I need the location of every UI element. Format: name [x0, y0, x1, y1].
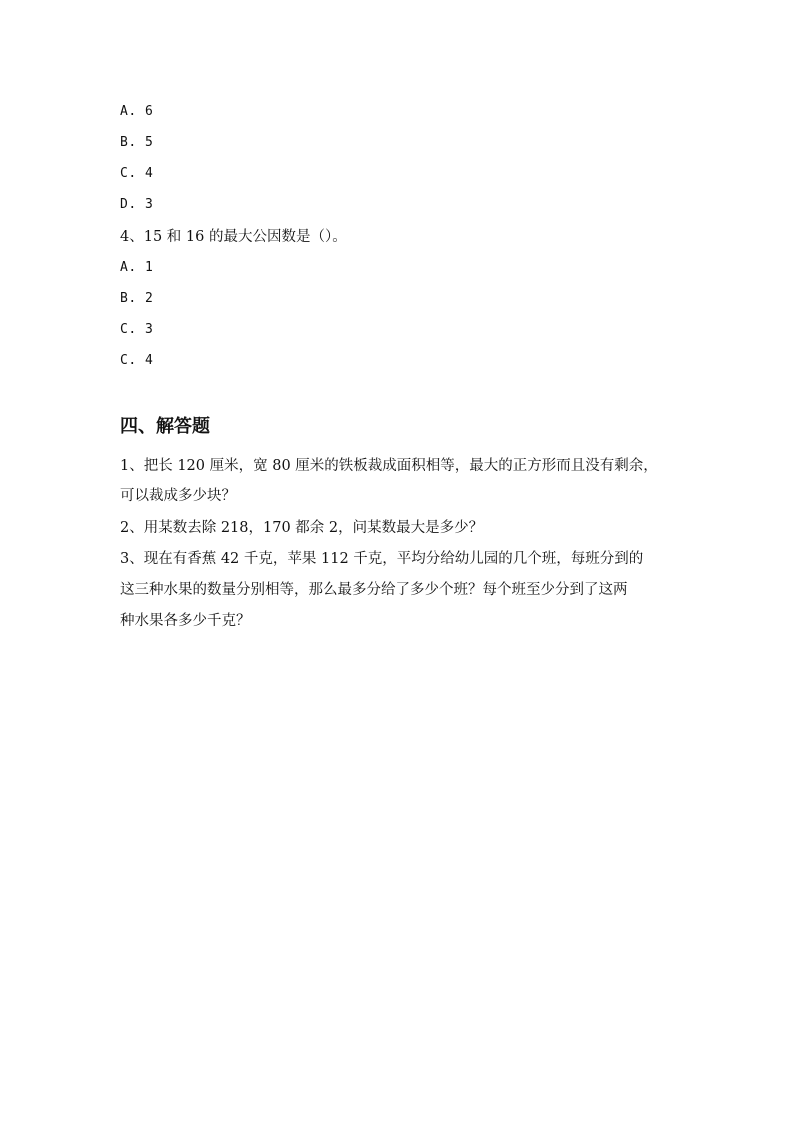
problem-line: 这三种水果的数量分别相等，那么最多分给了多少个班？每个班至少分到了这两 [120, 582, 628, 598]
option-d: D. 3 [120, 197, 154, 212]
section-heading: 四、解答题 [120, 416, 210, 437]
q4-option-a: A. 1 [120, 260, 154, 275]
problem-line: 1、把长 120 厘米，宽 80 厘米的铁板裁成面积相等，最大的正方形而且没有剩余， [120, 458, 658, 474]
q4-option-c-second: C. 4 [120, 353, 154, 368]
option-a: A. 6 [120, 104, 154, 119]
problem-line: 种水果各多少千克？ [120, 613, 251, 629]
q4-option-b: B. 2 [120, 291, 154, 306]
problem-line: 可以裁成多少块？ [120, 488, 236, 504]
problem-line: 3、现在有香蕉 42 千克，苹果 112 千克，平均分给幼儿园的几个班，每班分到的 [120, 551, 644, 567]
question-4: 4、15 和 16 的最大公因数是（）。 [120, 229, 347, 245]
option-b: B. 5 [120, 135, 154, 150]
option-c: C. 4 [120, 166, 154, 181]
problem-line: 2、用某数去除 218，170 都余 2，问某数最大是多少？ [120, 520, 484, 536]
q4-option-c: C. 3 [120, 322, 154, 337]
